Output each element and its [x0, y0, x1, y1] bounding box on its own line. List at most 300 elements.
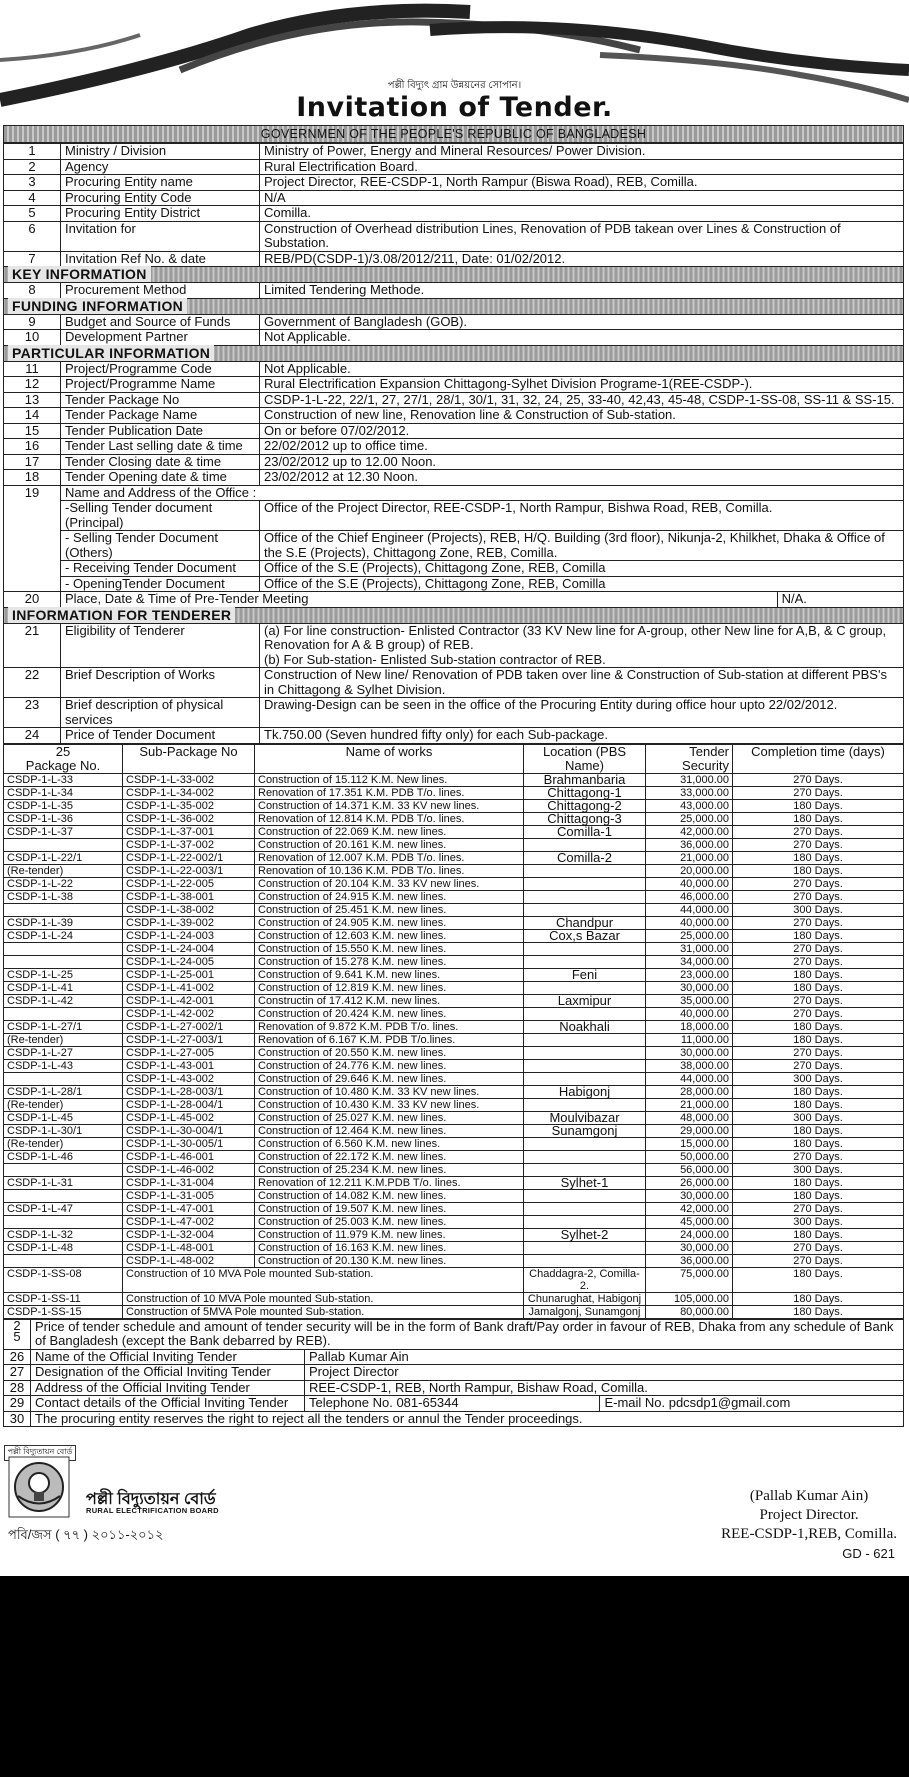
sub-package-no: CSDP-1-L-31-005 — [123, 1189, 255, 1202]
location — [524, 890, 646, 903]
row-label: Invitation for — [61, 221, 260, 251]
completion-time: 180 Days. — [733, 1020, 904, 1033]
sub-package-no: CSDP-1-L-30-005/1 — [123, 1137, 255, 1150]
row-label: Name of the Official Inviting Tender — [31, 1349, 305, 1365]
sub-package-no: CSDP-1-L-46-001 — [123, 1150, 255, 1163]
substation-row — [4, 1267, 904, 1292]
info-row — [4, 221, 904, 251]
row-label: Procuring Entity Code — [61, 190, 260, 206]
row-value: Comilla. — [260, 206, 904, 222]
tender-security: 23,000.00 — [646, 968, 733, 981]
sub-package-no: CSDP-1-L-28-003/1 — [123, 1085, 255, 1098]
location — [524, 1202, 646, 1215]
work-name: Construction of 10.480 K.M. 33 KV new lines. — [255, 1085, 524, 1098]
sub-package-no: CSDP-1-L-46-002 — [123, 1163, 255, 1176]
reb-logo-icon — [8, 1456, 70, 1518]
location: Moulvibazar — [524, 1111, 646, 1124]
package-row — [4, 968, 904, 981]
work-name: Construction of 10 MVA Pole mounted Sub-station. — [123, 1292, 524, 1305]
row-label: Project/Programme Name — [61, 377, 260, 393]
package-no — [4, 903, 123, 916]
info-row — [4, 485, 904, 501]
office-label: - Receiving Tender Document — [61, 561, 260, 577]
sub-package-no: CSDP-1-L-38-001 — [123, 890, 255, 903]
substation-row — [4, 1305, 904, 1318]
work-name: Construction of 12.603 K.M. new lines. — [255, 929, 524, 942]
package-no: CSDP-1-L-24 — [4, 929, 123, 942]
section-title — [4, 267, 904, 283]
package-no: CSDP-1-L-37 — [4, 825, 123, 838]
tender-security: 24,000.00 — [646, 1228, 733, 1241]
info-row — [4, 330, 904, 346]
column-header: Completion time (days) — [733, 744, 904, 773]
work-name: Renovation of 9.872 K.M. PDB T/o. lines. — [255, 1020, 524, 1033]
work-name: Construction of 19.507 K.M. new lines. — [255, 1202, 524, 1215]
work-name: Construction of 22.069 K.M. new lines. — [255, 825, 524, 838]
section-header — [4, 267, 904, 283]
row-label: Tender Publication Date — [61, 423, 260, 439]
package-no: CSDP-1-SS-08 — [4, 1267, 123, 1292]
package-row — [4, 812, 904, 825]
sub-package-no: CSDP-1-L-22-005 — [123, 877, 255, 890]
info-row — [4, 392, 904, 408]
row-value: REB/PD(CSDP-1)/3.08/2012/211, Date: 01/02/2012. — [260, 251, 904, 267]
section-label: FUNDING INFORMATION — [8, 298, 187, 314]
column-header: Name of works — [255, 744, 524, 773]
completion-time: 300 Days. — [733, 1163, 904, 1176]
location: Noakhali — [524, 1020, 646, 1033]
row-value: Project Director — [305, 1365, 904, 1381]
work-name: Construction of 15.550 K.M. new lines. — [255, 942, 524, 955]
location: Sunamgonj — [524, 1124, 646, 1137]
package-no: (Re-tender) — [4, 1098, 123, 1111]
package-row — [4, 825, 904, 838]
location — [524, 864, 646, 877]
section-label: KEY INFORMATION — [8, 266, 151, 282]
row-number: 16 — [4, 439, 61, 455]
completion-time: 270 Days. — [733, 786, 904, 799]
sub-package-no: CSDP-1-L-37-001 — [123, 825, 255, 838]
package-no: CSDP-1-L-27 — [4, 1046, 123, 1059]
work-name: Construction of 25.451 K.M. new lines. — [255, 903, 524, 916]
row-label: Place, Date & Time of Pre-Tender Meeting — [61, 592, 778, 608]
package-no: (Re-tender) — [4, 864, 123, 877]
package-no: CSDP-1-SS-11 — [4, 1292, 123, 1305]
info-row — [4, 190, 904, 206]
row-value: Project Director, REE-CSDP-1, North Rampur (Biswa Road), REB, Comilla. — [260, 175, 904, 191]
completion-time: 270 Days. — [733, 942, 904, 955]
package-row — [4, 1059, 904, 1072]
section-title — [4, 298, 904, 314]
tender-security: 46,000.00 — [646, 890, 733, 903]
package-row — [4, 1228, 904, 1241]
info-row — [4, 408, 904, 424]
sub-package-no: CSDP-1-L-22-003/1 — [123, 864, 255, 877]
row-label: Ministry / Division — [61, 144, 260, 160]
location: Chandpur — [524, 916, 646, 929]
sub-package-no: CSDP-1-L-27-005 — [123, 1046, 255, 1059]
completion-time: 270 Days. — [733, 1202, 904, 1215]
office-value: Office of the S.E (Projects), Chittagong Zone, REB, Comilla — [260, 576, 904, 592]
package-no: CSDP-1-L-47 — [4, 1202, 123, 1215]
package-no: CSDP-1-L-27/1 — [4, 1020, 123, 1033]
package-row — [4, 786, 904, 799]
package-no — [4, 942, 123, 955]
sub-package-no: CSDP-1-L-43-001 — [123, 1059, 255, 1072]
completion-time: 180 Days. — [733, 1098, 904, 1111]
row-value: Ministry of Power, Energy and Mineral Resources/ Power Division. — [260, 144, 904, 160]
completion-time: 180 Days. — [733, 1176, 904, 1189]
work-name: Construction of 25.003 K.M. new lines. — [255, 1215, 524, 1228]
package-row — [4, 994, 904, 1007]
tender-security: 30,000.00 — [646, 981, 733, 994]
work-name: Renovation of 12.211 K.M.PDB T/o. lines. — [255, 1176, 524, 1189]
office-label: - OpeningTender Document — [61, 576, 260, 592]
completion-time: 180 Days. — [733, 968, 904, 981]
location: Sylhet-2 — [524, 1228, 646, 1241]
package-no — [4, 1072, 123, 1085]
location: Chunarughat, Habigonj — [524, 1292, 646, 1305]
sub-package-no: CSDP-1-L-34-002 — [123, 786, 255, 799]
tender-security: 42,000.00 — [646, 1202, 733, 1215]
work-name: Renovation of 12.007 K.M. PDB T/o. lines. — [255, 851, 524, 864]
substation-row — [4, 1292, 904, 1305]
office-value: Office of the Chief Engineer (Projects), REB, H/Q. Building (3rd floor), Nikunja-2, Khilkhet, Dhaka & Office of the S.E (Projects), Chittagong Zone, REB, Comilla. — [260, 531, 904, 561]
row-value: On or before 07/02/2012. — [260, 423, 904, 439]
row-number: 6 — [4, 221, 61, 251]
location — [524, 1254, 646, 1267]
office-row — [4, 576, 904, 592]
package-row — [4, 1098, 904, 1111]
tender-security: 80,000.00 — [646, 1305, 733, 1318]
brand-bengali: পল্লী বিদ্যুতায়ন বোর্ড — [86, 1491, 216, 1508]
package-row — [4, 1085, 904, 1098]
completion-time: 270 Days. — [733, 1046, 904, 1059]
tender-security: 48,000.00 — [646, 1111, 733, 1124]
completion-time: 180 Days. — [733, 981, 904, 994]
location: Brahmanbaria — [524, 773, 646, 786]
tender-security: 30,000.00 — [646, 1241, 733, 1254]
tender-table-frame — [3, 125, 904, 1427]
info-row — [4, 314, 904, 330]
package-row — [4, 916, 904, 929]
section-header — [4, 298, 904, 314]
row-label: Brief Description of Works — [61, 668, 260, 698]
completion-time: 180 Days. — [733, 1228, 904, 1241]
completion-time: 270 Days. — [733, 890, 904, 903]
sub-package-no: CSDP-1-L-22-002/1 — [123, 851, 255, 864]
location: Sylhet-1 — [524, 1176, 646, 1189]
tender-security: 43,000.00 — [646, 799, 733, 812]
section-header — [4, 345, 904, 361]
work-name: Construction of 11.979 K.M. new lines. — [255, 1228, 524, 1241]
package-row — [4, 1202, 904, 1215]
package-row — [4, 1124, 904, 1137]
sub-package-no: CSDP-1-L-25-001 — [123, 968, 255, 981]
row-value: 23/02/2012 at 12.30 Noon. — [260, 470, 904, 486]
row-value: REE-CSDP-1, REB, North Rampur, Bishaw Road, Comilla. — [305, 1380, 904, 1396]
sub-package-no: CSDP-1-L-30-004/1 — [123, 1124, 255, 1137]
package-row — [4, 1111, 904, 1124]
package-row — [4, 955, 904, 968]
package-no: CSDP-1-L-45 — [4, 1111, 123, 1124]
sub-package-no: CSDP-1-L-27-003/1 — [123, 1033, 255, 1046]
work-name: Construction of 20.130 K.M. new lines. — [255, 1254, 524, 1267]
package-no — [4, 955, 123, 968]
row-number: 10 — [4, 330, 61, 346]
package-row — [4, 1033, 904, 1046]
row-number: 2 — [4, 159, 61, 175]
package-no — [4, 1007, 123, 1020]
sub-package-no: CSDP-1-L-27-002/1 — [123, 1020, 255, 1033]
column-header: Sub-Package No — [123, 744, 255, 773]
logo-caption: পল্লী বিদ্যুতায়ন বোর্ড — [4, 1445, 76, 1461]
tender-security: 36,000.00 — [646, 838, 733, 851]
completion-time: 180 Days. — [733, 929, 904, 942]
row-number: 4 — [4, 190, 61, 206]
reference-number: পবি/জস ( ৭৭ ) ২০১১-২০১২ — [8, 1527, 164, 1542]
work-name: Constructin of 17.412 K.M. new lines. — [255, 994, 524, 1007]
location — [524, 1137, 646, 1150]
row-label: Price of Tender Document — [61, 728, 260, 744]
row-number: 26 — [4, 1349, 31, 1365]
row-value: Not Applicable. — [260, 330, 904, 346]
sub-package-no: CSDP-1-L-35-002 — [123, 799, 255, 812]
row-number: 8 — [4, 283, 61, 299]
info-row — [4, 592, 904, 608]
row-value: 23/02/2012 up to 12.00 Noon. — [260, 454, 904, 470]
package-no — [4, 1254, 123, 1267]
signatory-office: REE-CSDP-1,REB, Comilla. — [721, 1526, 897, 1542]
location: Comilla-1 — [524, 825, 646, 838]
completion-time: 180 Days. — [733, 1085, 904, 1098]
work-name: Construction of 25.027 K.M. new lines. — [255, 1111, 524, 1124]
sub-package-no: CSDP-1-L-42-002 — [123, 1007, 255, 1020]
tender-security: 25,000.00 — [646, 812, 733, 825]
row-label: Tender Package Name — [61, 408, 260, 424]
basic-info-table — [3, 143, 904, 744]
package-no — [4, 838, 123, 851]
completion-time: 180 Days. — [733, 1305, 904, 1318]
row-label: Procuring Entity name — [61, 175, 260, 191]
sub-package-no: CSDP-1-L-24-004 — [123, 942, 255, 955]
tender-security: 75,000.00 — [646, 1267, 733, 1292]
row-number: 24 — [4, 728, 61, 744]
work-name: Construction of 24.915 K.M. new lines. — [255, 890, 524, 903]
row-label: Contact details of the Official Inviting Tender — [31, 1396, 305, 1412]
row-number: 29 — [4, 1396, 31, 1412]
package-no: CSDP-1-L-34 — [4, 786, 123, 799]
info-row — [4, 377, 904, 393]
package-row — [4, 838, 904, 851]
row-number: 2 5 — [4, 1319, 31, 1349]
package-row — [4, 1150, 904, 1163]
completion-time: 270 Days. — [733, 877, 904, 890]
package-row — [4, 773, 904, 786]
row-number: 11 — [4, 361, 61, 377]
completion-time: 270 Days. — [733, 916, 904, 929]
work-name: Construction of 12.464 K.M. new lines. — [255, 1124, 524, 1137]
completion-time: 270 Days. — [733, 838, 904, 851]
work-name: Construction of 24.905 K.M. new lines. — [255, 916, 524, 929]
info-row — [4, 1319, 904, 1349]
row-label: Agency — [61, 159, 260, 175]
sub-package-no: CSDP-1-L-32-004 — [123, 1228, 255, 1241]
completion-time: 300 Days. — [733, 1072, 904, 1085]
tender-security: 21,000.00 — [646, 851, 733, 864]
info-row — [4, 1411, 904, 1427]
work-name: Renovation of 17.351 K.M. PDB T/o. lines. — [255, 786, 524, 799]
sub-package-no: CSDP-1-L-24-005 — [123, 955, 255, 968]
row-value: Government of Bangladesh (GOB). — [260, 314, 904, 330]
row-value: Tk.750.00 (Seven hundred fifty only) for each Sub-package. — [260, 728, 904, 744]
package-row — [4, 799, 904, 812]
completion-time: 270 Days. — [733, 955, 904, 968]
tender-security: 34,000.00 — [646, 955, 733, 968]
info-row — [4, 206, 904, 222]
completion-time: 180 Days. — [733, 1033, 904, 1046]
package-row — [4, 1215, 904, 1228]
sub-package-no: CSDP-1-L-39-002 — [123, 916, 255, 929]
location — [524, 1241, 646, 1254]
sub-package-no: CSDP-1-L-47-002 — [123, 1215, 255, 1228]
row-value: Construction of New line/ Renovation of PDB taken over line & Construction of Sub-station at different PBS's in Chittagong & Sylhet Division. — [260, 668, 904, 698]
tender-security: 50,000.00 — [646, 1150, 733, 1163]
row-number: 18 — [4, 470, 61, 486]
tender-security: 30,000.00 — [646, 1046, 733, 1059]
location: Habigonj — [524, 1085, 646, 1098]
package-row — [4, 851, 904, 864]
row-value: The procuring entity reserves the right to reject all the tenders or annul the Tender proceedings. — [31, 1411, 904, 1427]
tender-security: 26,000.00 — [646, 1176, 733, 1189]
package-no: CSDP-1-L-31 — [4, 1176, 123, 1189]
row-label: Tender Package No — [61, 392, 260, 408]
row-label: Tender Closing date & time — [61, 454, 260, 470]
row-value: Construction of new line, Renovation line & Construction of Sub-station. — [260, 408, 904, 424]
package-no: CSDP-1-SS-15 — [4, 1305, 123, 1318]
completion-time: 180 Days. — [733, 851, 904, 864]
completion-time: 180 Days. — [733, 812, 904, 825]
package-no: CSDP-1-L-46 — [4, 1150, 123, 1163]
package-no: CSDP-1-L-28/1 — [4, 1085, 123, 1098]
package-no — [4, 1215, 123, 1228]
package-no: CSDP-1-L-25 — [4, 968, 123, 981]
work-name: Construction of 14.082 K.M. new lines. — [255, 1189, 524, 1202]
row-value: N/A. — [777, 592, 903, 608]
work-name: Construction of 22.172 K.M. new lines. — [255, 1150, 524, 1163]
completion-time: 300 Days. — [733, 903, 904, 916]
work-name: Construction of 24.776 K.M. new lines. — [255, 1059, 524, 1072]
info-row — [4, 623, 904, 668]
package-no: CSDP-1-L-30/1 — [4, 1124, 123, 1137]
office-row — [4, 561, 904, 577]
completion-time: 300 Days. — [733, 1111, 904, 1124]
package-no: (Re-tender) — [4, 1137, 123, 1150]
sub-package-no: CSDP-1-L-24-003 — [123, 929, 255, 942]
package-no: CSDP-1-L-42 — [4, 994, 123, 1007]
completion-time: 270 Days. — [733, 1241, 904, 1254]
tender-security: 33,000.00 — [646, 786, 733, 799]
work-name: Construction of 29.646 K.M. new lines. — [255, 1072, 524, 1085]
package-row — [4, 1163, 904, 1176]
section-label: INFORMATION FOR TENDERER — [8, 607, 235, 623]
row-label: Invitation Ref No. & date — [61, 251, 260, 267]
row-number: 3 — [4, 175, 61, 191]
telephone: Telephone No. 081-65344 — [305, 1396, 600, 1412]
work-name: Construction of 9.641 K.M. new lines. — [255, 968, 524, 981]
package-no: CSDP-1-L-39 — [4, 916, 123, 929]
location: Chittagong-1 — [524, 786, 646, 799]
info-row — [4, 728, 904, 744]
row-number: 17 — [4, 454, 61, 470]
package-no: CSDP-1-L-22/1 — [4, 851, 123, 864]
location — [524, 1189, 646, 1202]
tender-security: 18,000.00 — [646, 1020, 733, 1033]
package-no — [4, 1189, 123, 1202]
tender-security: 31,000.00 — [646, 942, 733, 955]
package-no: CSDP-1-L-43 — [4, 1059, 123, 1072]
package-row — [4, 864, 904, 877]
column-header: Location (PBS Name) — [524, 744, 646, 773]
info-row — [4, 361, 904, 377]
signatory-title: Project Director. — [759, 1507, 859, 1523]
location: Feni — [524, 968, 646, 981]
info-row — [4, 1365, 904, 1381]
info-row — [4, 454, 904, 470]
completion-time: 270 Days. — [733, 994, 904, 1007]
package-row — [4, 1189, 904, 1202]
signatory-name: (Pallab Kumar Ain) — [749, 1488, 869, 1504]
row-number: 13 — [4, 392, 61, 408]
location — [524, 1033, 646, 1046]
page-title: Invitation of Tender. — [296, 92, 613, 123]
section-header — [4, 607, 904, 623]
tender-security: 40,000.00 — [646, 1007, 733, 1020]
tender-security: 25,000.00 — [646, 929, 733, 942]
completion-time: 300 Days. — [733, 1215, 904, 1228]
row-number: 19 — [4, 485, 61, 592]
tender-security: 38,000.00 — [646, 1059, 733, 1072]
info-row — [4, 1396, 904, 1412]
row-value: Drawing-Design can be seen in the office of the Procuring Entity during office hour upto 22/02/2012. — [260, 698, 904, 728]
tender-security: 36,000.00 — [646, 1254, 733, 1267]
work-name: Construction of 20.424 K.M. new lines. — [255, 1007, 524, 1020]
tender-security: 44,000.00 — [646, 903, 733, 916]
package-table — [3, 744, 904, 1319]
tender-security: 42,000.00 — [646, 825, 733, 838]
row-value: 22/02/2012 up to office time. — [260, 439, 904, 455]
tender-security: 28,000.00 — [646, 1085, 733, 1098]
location — [524, 942, 646, 955]
completion-time: 180 Days. — [733, 1189, 904, 1202]
package-row — [4, 1072, 904, 1085]
tender-security: 31,000.00 — [646, 773, 733, 786]
work-name: Construction of 10 MVA Pole mounted Sub-station. — [123, 1267, 524, 1292]
sub-package-no: CSDP-1-L-47-001 — [123, 1202, 255, 1215]
row-number: 30 — [4, 1411, 31, 1427]
row-label: Name and Address of the Office : — [61, 485, 904, 501]
row-label: Address of the Official Inviting Tender — [31, 1380, 305, 1396]
row-label: Project/Programme Code — [61, 361, 260, 377]
info-row — [4, 439, 904, 455]
section-title — [4, 607, 904, 623]
row-label: Procuring Entity District — [61, 206, 260, 222]
section-label: PARTICULAR INFORMATION — [8, 345, 214, 361]
info-row — [4, 251, 904, 267]
row-value: Price of tender schedule and amount of tender security will be in the form of Bank draft/Pay order in favour of REB, Dhaka from any schedule of Bank of Bangladesh (except the Bank debarred by REB). — [31, 1319, 904, 1349]
sub-package-no: CSDP-1-L-43-002 — [123, 1072, 255, 1085]
tender-security: 45,000.00 — [646, 1215, 733, 1228]
